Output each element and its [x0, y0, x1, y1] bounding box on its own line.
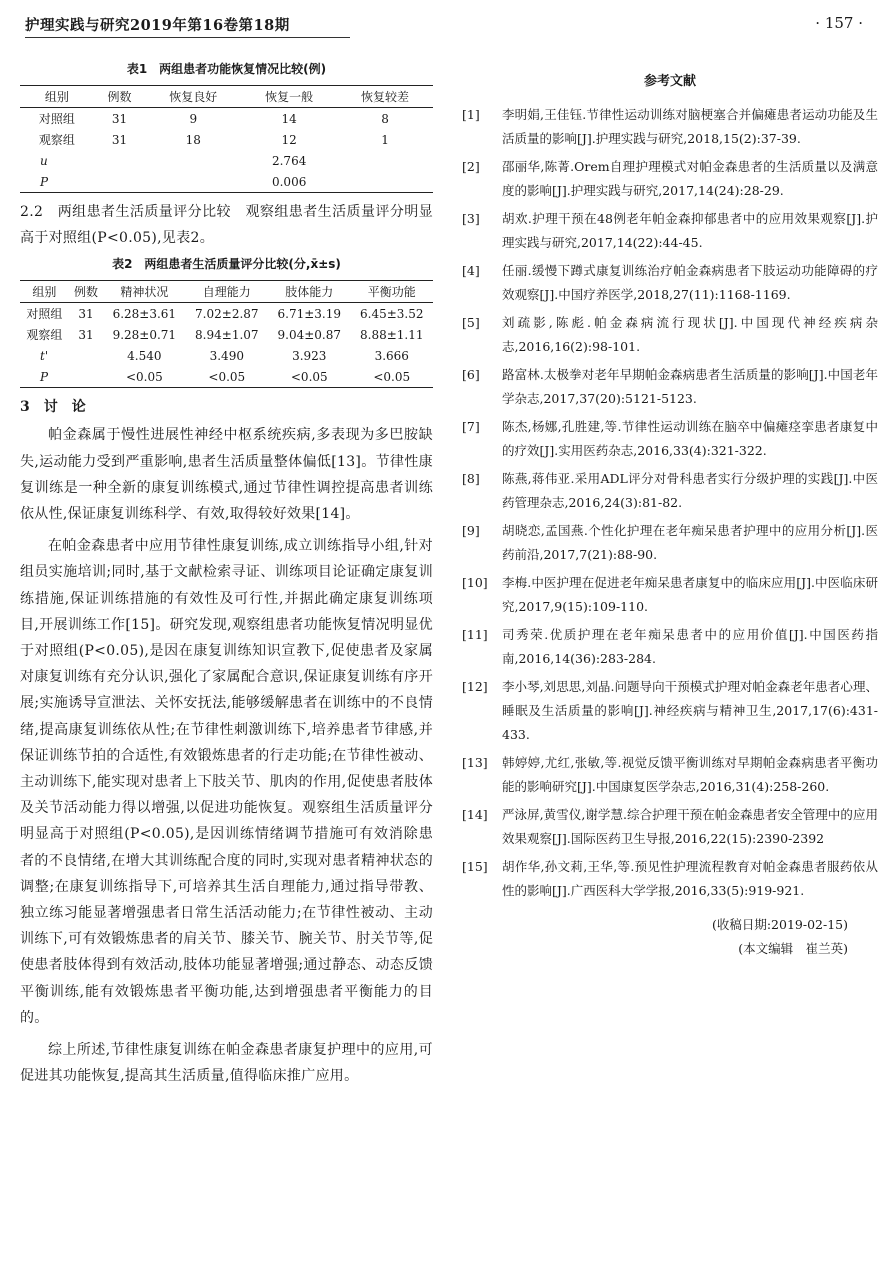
reference-text: 李小琴,刘思思,刘晶.问题导向干预模式护理对帕金森老年患者心理、睡眠及生活质量的影响[J].神经疾病与精神卫生,2017,17(6):431-433.: [502, 679, 878, 742]
table-cell: 31: [111, 111, 128, 126]
reference-number: [4]: [462, 263, 480, 278]
table-cell: 观察组: [26, 328, 63, 343]
table-row: [20, 108, 433, 130]
page-number: · 157 ·: [815, 14, 863, 32]
table2-header: 平衡功能: [351, 281, 434, 303]
reference-item: [462, 751, 878, 799]
table-cell: 9: [189, 111, 198, 126]
table-row: [20, 303, 433, 325]
table1-header: 恢复较差: [337, 86, 433, 108]
reference-item: [462, 467, 878, 515]
table-cell: <0.05: [268, 366, 350, 388]
table-cell: 14: [281, 111, 297, 126]
table-cell: 8.88±1.11: [360, 327, 424, 342]
reference-number: [15]: [462, 859, 488, 874]
table-row: [20, 129, 433, 150]
reference-text: 邵丽华,陈菁.Orem自理护理模式对帕金森患者的生活质量以及满意度的影响[J].护理实践与研究,2017,14(24):28-29.: [502, 159, 878, 198]
section-2-2-text: 2.2 两组患者生活质量评分比较 观察组患者生活质量评分明显高于对照组(P<0.05),见表2。: [20, 204, 433, 247]
table-row: [20, 324, 433, 345]
table2-header: 肢体能力: [268, 281, 350, 303]
table-cell: u: [40, 153, 48, 168]
reference-item: [462, 259, 878, 307]
reference-number: [10]: [462, 575, 488, 590]
reference-text: 严泳屏,黄雪仪,谢学慧.综合护理干预在帕金森患者安全管理中的应用效果观察[J].国际医药卫生导报,2016,22(15):2390-2392: [502, 807, 878, 846]
table2-header: 自理能力: [186, 281, 268, 303]
reference-item: [462, 675, 878, 747]
reference-item: [462, 103, 878, 151]
table-cell: P: [20, 366, 103, 388]
table-cell: 4.540: [127, 348, 162, 363]
table-cell: 31: [111, 132, 128, 147]
reference-number: [11]: [462, 627, 488, 642]
reference-item: [462, 415, 878, 463]
table1-header: 恢复良好: [145, 86, 241, 108]
reference-text: 李明娟,王佳钰.节律性运动训练对脑梗塞合并偏瘫患者运动功能及生活质量的影响[J].护理实践与研究,2018,15(2):37-39.: [502, 107, 878, 146]
reference-item: [462, 623, 878, 671]
table-cell: 2.764: [271, 153, 307, 168]
reference-item: [462, 855, 878, 903]
editor-note: (本文编辑 崔兰英): [738, 941, 848, 956]
table-cell: 3.490: [209, 348, 244, 363]
table2-caption: 表2 两组患者生活质量评分比较(分,x̄±s): [112, 257, 341, 272]
table-cell: 31: [78, 306, 94, 321]
table-cell: 3.923: [292, 348, 327, 363]
reference-text: 李梅.中医护理在促进老年痴呆患者康复中的临床应用[J].中医临床研究,2017,9(15):109-110.: [502, 575, 878, 614]
table1-header: 例数: [94, 86, 146, 108]
discussion-paragraph: 帕金森属于慢性进展性神经中枢系统疾病,多表现为多巴胺缺失,运动能力受到严重影响,患者生活质量整体偏低[13]。节律性康复训练是一种全新的康复训练模式,通过节律性调控提高患者训练依从性,保证康复训练科学、有效,取得较好效果[14]。: [20, 427, 433, 523]
table-row: [20, 366, 433, 388]
reference-number: [7]: [462, 419, 480, 434]
reference-text: 胡作华,孙文莉,王华,等.预见性护理流程教育对帕金森患者服药依从性的影响[J].广西医科大学学报,2016,33(5):919-921.: [502, 859, 878, 898]
table-cell: 8.94±1.07: [195, 327, 259, 342]
conclusion-paragraph: 综上所述,节律性康复训练在帕金森患者康复护理中的应用,可促进其功能恢复,提高其生活质量,值得临床推广应用。: [20, 1042, 433, 1085]
reference-number: [8]: [462, 471, 480, 486]
reference-text: 司秀荣.优质护理在老年痴呆患者中的应用价值[J].中国医药指南,2016,14(36):283-284.: [502, 627, 878, 666]
table2: [20, 280, 433, 388]
journal-header: 护理实践与研究2019年第16卷第18期: [25, 17, 290, 34]
reference-text: 路富林.太极拳对老年早期帕金森病患者生活质量的影响[J].中国老年学杂志,2017,37(20):5121-5123.: [502, 367, 878, 406]
reference-text: 陈燕,蒋伟亚.采用ADL评分对骨科患者实行分级护理的实践[J].中医药管理杂志,2016,24(3):81-82.: [502, 471, 878, 510]
table-cell: 0.006: [241, 171, 337, 193]
table-cell: 18: [185, 132, 201, 147]
reference-text: 胡晓恋,孟国燕.个性化护理在老年痴呆患者护理中的应用分析[J].医药前沿,2017,7(21):88-90.: [502, 523, 878, 562]
header-rule: [25, 37, 350, 38]
reference-item: [462, 363, 878, 411]
reference-number: [6]: [462, 367, 480, 382]
table-cell: 6.71±3.19: [277, 306, 342, 321]
table2-header: 精神状况: [103, 281, 185, 303]
table-cell: 31: [78, 327, 94, 342]
reference-text: 胡欢.护理干预在48例老年帕金森抑郁患者中的应用效果观察[J].护理实践与研究,2017,14(22):44-45.: [502, 211, 878, 250]
table-cell: 9.28±0.71: [112, 327, 177, 342]
left-column: [20, 58, 433, 1089]
table-cell: <0.05: [186, 366, 268, 388]
table-cell: 7.02±2.87: [195, 306, 259, 321]
table2-header: 组别: [20, 281, 69, 303]
section-3-heading: 3 讨 论: [20, 399, 86, 416]
right-column: [462, 58, 878, 961]
table-cell: 1: [381, 132, 389, 147]
reference-number: [5]: [462, 315, 480, 330]
table-row: [20, 345, 433, 366]
reference-number: [9]: [462, 523, 480, 538]
reference-number: [14]: [462, 807, 488, 822]
reference-item: [462, 571, 878, 619]
reference-number: [2]: [462, 159, 480, 174]
reference-number: [13]: [462, 755, 488, 770]
references-title: 参考文献: [643, 74, 696, 89]
table-cell: 8: [381, 111, 389, 126]
received-date: (收稿日期:2019-02-15): [711, 917, 848, 932]
table-cell: P: [20, 171, 145, 193]
discussion-paragraph: 在帕金森患者中应用节律性康复训练,成立训练指导小组,针对组员实施培训;同时,基于文献检索寻证、训练项目论证确定康复训练措施,保证训练措施的有效性及可行性,并据此确定康复训练项目,开展训练工作[15]。研究发现,观察组患者功能恢复情况明显优于对照组(P<0.05),是因在康复训练知识宣教下,促使患者及家属对康复训练有充分认识,强化了家属配合意识,保证康复训练有序开展;实施诱导宣泄法、关怀安抚法,能够缓解患者在训练中的不良情绪,提高康复训练依从性;在节律性刺激训练下,培养患者节律感,并保证训练节拍的合适性,有效锻炼患者的行走功能;在节律性被动、主动训练下,能实现对患者上下肢关节、肌肉的作用,促使患者肢体及关节活动能力得以增强,以促进功能恢复。观察组生活质量评分明显高于对照组(P<0.05),是因训练情绪调节措施可有效消除患者的不良情绪,在增大其训练配合度的同时,实现对患者精神状态的调整;在康复训练指导下,可培养其生活自理能力,通过指导带教、独立练习能显著增强患者日常生活活动能力;在节律性被动、主动训练下,可有效锻炼患者的肩关节、膝关节、腕关节、肘关节等,促使患者肢体得到有效活动,肢体功能显著增强;通过静态、动态反馈平衡训练,能有效锻炼患者平衡功能,达到增强患者平衡能力的目的。: [20, 538, 433, 1026]
table-cell: 3.666: [374, 348, 409, 363]
table1-caption: 表1 两组患者功能恢复情况比较(例): [126, 62, 327, 76]
table1: [20, 85, 433, 193]
reference-text: 陈杰,杨娜,孔胜建,等.节律性运动训练在脑卒中偏瘫痉挛患者康复中的疗效[J].实用医药杂志,2016,33(4):321-322.: [502, 419, 878, 458]
reference-item: [462, 155, 878, 203]
reference-number: [12]: [462, 679, 488, 694]
reference-text: 任丽.缓慢下蹲式康复训练治疗帕金森病患者下肢运动功能障碍的疗效观察[J].中国疗养医学,2018,27(11):1168-1169.: [502, 263, 878, 302]
reference-text: 韩婷婷,尤红,张敏,等.视觉反馈平衡训练对早期帕金森病患者平衡功能的影响研究[J].中国康复医学杂志,2016,31(4):258-260.: [502, 755, 878, 794]
table-cell: 9.04±0.87: [277, 327, 342, 342]
table-cell: <0.05: [103, 366, 185, 388]
reference-item: [462, 311, 878, 359]
reference-item: [462, 803, 878, 851]
table-cell: t': [40, 348, 49, 363]
table-cell: 观察组: [38, 133, 75, 147]
reference-text: 刘疏影,陈彪.帕金森病流行现状[J].中国现代神经疾病杂志,2016,16(2):98-101.: [502, 315, 878, 354]
reference-item: [462, 519, 878, 567]
table2-header: 例数: [69, 281, 103, 303]
table-cell: 对照组: [26, 307, 63, 322]
table-cell: <0.05: [351, 366, 434, 388]
table1-header: 恢复一般: [241, 86, 337, 108]
table-cell: 12: [281, 132, 297, 147]
table-cell: 6.28±3.61: [112, 306, 177, 321]
reference-number: [3]: [462, 211, 480, 226]
table-row: [20, 171, 433, 193]
table-row: [20, 150, 433, 171]
reference-number: [1]: [462, 107, 480, 122]
table-cell: 6.45±3.52: [360, 306, 424, 321]
table-cell: 对照组: [38, 112, 75, 126]
reference-item: [462, 207, 878, 255]
table1-header: 组别: [20, 86, 94, 108]
